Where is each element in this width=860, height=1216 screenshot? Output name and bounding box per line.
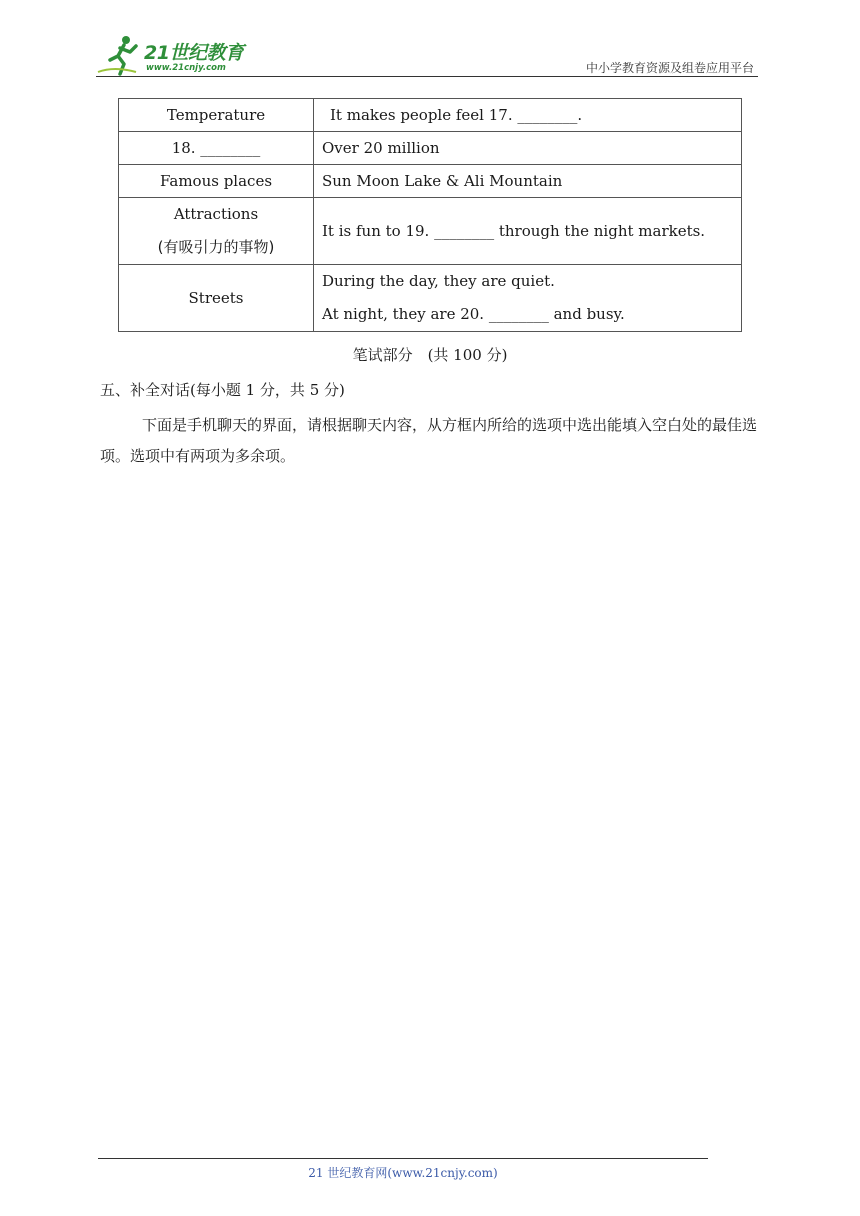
table-label-cell	[119, 198, 314, 265]
table-label: Attractions	[173, 205, 259, 223]
table-label: Famous places	[119, 165, 314, 198]
logo-text: 21世纪教育	[144, 42, 244, 64]
table-row	[119, 99, 742, 132]
table-label: Temperature	[119, 99, 314, 132]
table-row	[119, 198, 742, 265]
question-heading: 五、补全对话(每小题 1 分，共 5 分)	[100, 381, 345, 399]
table-value: It makes people feel 17. ________.	[314, 99, 742, 132]
table-label-note: (有吸引力的事物)	[157, 238, 275, 256]
logo-url: www.21cnjy.com	[146, 63, 226, 73]
instruction-text: 下面是手机聊天的界面，请根据聊天内容，从方框内所给的选项中选出能填入空白处的最佳选项。选项中有两项为多余项。	[100, 416, 758, 465]
info-table	[118, 98, 742, 332]
section-title: 笔试部分 (共 100 分)	[352, 346, 508, 364]
table-row	[119, 265, 742, 332]
table-value: Over 20 million	[314, 132, 742, 165]
table-value: During the day, they are quiet.	[322, 272, 555, 290]
table-value: Sun Moon Lake & Ali Mountain	[314, 165, 742, 198]
runner-logo-icon	[96, 32, 146, 78]
footer-text: 21 世纪教育网(www.21cnjy.com)	[308, 1166, 498, 1180]
header-divider	[96, 76, 758, 77]
table-row	[119, 132, 742, 165]
instruction-block	[100, 410, 764, 472]
table-value-2: At night, they are 20. ________ and busy.	[322, 305, 625, 323]
table-row	[119, 165, 742, 198]
table-value-cell	[314, 265, 742, 332]
header-platform-text: 中小学教育资源及组卷应用平台	[585, 61, 754, 75]
footer-divider	[98, 1158, 708, 1159]
table-value: It is fun to 19. ________ through the night markets.	[314, 198, 742, 265]
page-header	[96, 32, 758, 78]
logo	[96, 32, 266, 78]
table-label: 18. ________	[119, 132, 314, 165]
table-label: Streets	[119, 265, 314, 332]
